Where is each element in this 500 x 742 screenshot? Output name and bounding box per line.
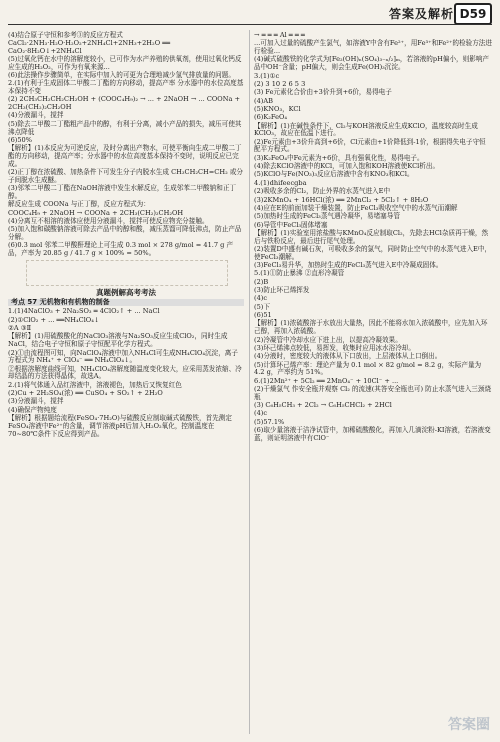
text-line: (5)KClO与Fe(NO₃)₃反应后溶液中含有KNO₃和KCl。 <box>254 170 414 179</box>
text-line: ②A ③Ⅱ <box>8 324 32 333</box>
text-line: 4.(1)dhifeecgba <box>254 178 307 187</box>
text-line: (2)Fe元素由+3价升高到+6价，Cl元素由+1价降低到-1价，根据得失电子守恒配平方程式。 <box>254 137 486 154</box>
text-line: 【解析】(1)在碱性条件下，Cl₂与KOH溶液反应生成KClO，温度较高时生成KClO₃，故应在低温下进行。 <box>254 121 478 138</box>
text-line: (5)过氧化钙在水中的溶解度较小，已可作为水产养殖的供氧剂，使用过氧化钙反应生成的H₂O₂，可作为有氧来源... <box>8 54 242 71</box>
text-line: (6)0.3 mol 邻苯二甲酸酐理论上可生成 0.3 mol × 278 g/mol = 41.7 g 产品，产率为 20.85 g / 41.7 g × 100% = 50%。 <box>8 241 234 258</box>
right-column <box>254 32 492 443</box>
left-column <box>8 32 244 439</box>
text-line: (2)干燥氯气 作安全瓶并观察 Cl₂ 的流速(其答安全瓶也可) 防止水蒸气进入三颈烧瓶 <box>254 385 492 401</box>
text-line: (4)应在E的前面加装干燥装置，防止FeCl₃吸收空气中的水蒸气而潮解 <box>254 203 458 212</box>
text-line: (6)50% <box>8 135 32 144</box>
text-line: (4)确保产物纯度 <box>8 405 57 414</box>
watermark-logo: 答案圈 <box>448 717 490 733</box>
column-divider <box>249 30 250 734</box>
text-line: ...可加入过量的硫酸产生氯气，如溶液Y中含有Fe²⁺，用Fe³⁺和Fe²⁺的检验方法进行检验... <box>254 39 492 56</box>
text-line: (2) 3 10 2 6 5 3 <box>254 79 306 88</box>
text-line: (6)K₂FeO₄ <box>254 113 288 122</box>
text-line: 解反应生成 COONa 与正丁醇，反应方程式为： <box>8 200 150 209</box>
text-line: (4)AB <box>254 96 273 105</box>
text-line: 6.(1)2Mn²⁺ + 5Cl₂ ══ 2MnO₄⁻ + 10Cl⁻ + ... <box>254 376 399 385</box>
text-line: (4)除去KClO溶液中的KCl，可加入饱和KOH溶液使KCl析出。 <box>254 162 440 171</box>
text-line: (4)分离互不相溶的液体应使用分液漏斗，搅拌可使反应物充分接触。 <box>8 216 209 225</box>
text-line: (5)57.1% <box>254 417 285 426</box>
text-line: (2)B <box>254 277 269 286</box>
text-line: (3)FeCl₃易升华，加热时生成的FeCl₃蒸气进入E中冷凝成固体。 <box>254 261 443 270</box>
page-number-badge: D59 <box>454 3 492 25</box>
text-line: (3)分液漏斗，搅拌 <box>8 397 64 406</box>
text-line: → ═ ═ ═ Al ═ ═ ═ <box>254 31 305 39</box>
text-line: (2)①由流程图可知，向NaClO₄溶液中加入NH₄Cl可生成NH₄ClO₄沉淀，离子方程式为 NH₄⁺ + ClO₄⁻ ══ NH₄ClO₄↓。 <box>8 348 238 365</box>
text-line: (2) 2CH₃CH₂CH₂CH₂OH + (COOC₄H₉)₂ → ... + 2NaOH → ... COONa + 2CH₃(CH₂)₂CH₂OH <box>8 95 241 112</box>
text-line: (6)导管中FeCl₃固体堵塞 <box>254 220 328 229</box>
text-line: (3) Fe元素化合价由+3价升到+6价，易得电子 <box>254 88 392 97</box>
text-line: (4)c <box>254 409 268 418</box>
text-line: (3)环己烯沸点较低，易挥发，收集时应用冰水浴冷却。 <box>254 343 415 352</box>
text-line: (3)K₂FeO₄中Fe元素为+6价，具有强氧化性，易得电子。 <box>254 153 424 162</box>
text-line: ②根据溶解度曲线可知，NH₄ClO₄溶解度随温度变化较大，应采用蒸发浓缩、冷却结晶的方法获得晶体，故选A。 <box>8 364 242 381</box>
text-line: 【解析】(1)用硫酸酸化的NaClO₃溶液与Na₂SO₃反应生成ClO₂，同时生成NaCl，结合电子守恒和原子守恒配平化学方程式。 <box>8 332 228 349</box>
header-rule <box>8 24 492 25</box>
text-line: (5)KNO₃，KCl <box>254 104 301 113</box>
text-line: COOC₄H₉ + 2NaOH → COONa + 2CH₃(CH₂)₂CH₂OH <box>8 208 184 217</box>
topic-heading: 考点 57 无机物和有机物的制备 <box>8 299 244 307</box>
text-line: (2)Cu + 2H₂SO₄(浓) ══ CuSO₄ + SO₂↑ + 2H₂O <box>8 389 163 398</box>
structure-formula-image <box>26 260 228 286</box>
text-line: (2)①ClO₂ + ... ══NH₄ClO₄↓ <box>8 315 100 324</box>
text-line: (4)c <box>254 294 268 303</box>
text-line: 5.(1)①防止暴沸 ②直形冷凝管 <box>254 269 345 278</box>
text-line: (5)加热时生成的FeCl₃蒸气遇冷凝华，易堵塞导管 <box>254 212 400 221</box>
text-line: (5)加入饱和碳酸钠溶液可除去产品中的醇和酸，减压蒸馏可降低沸点，防止产品分解。 <box>8 225 242 242</box>
text-line: (4)结合原子守恒和参考③的反应方程式 CaCl₂·2NH₃·H₂O·H₂O₂+2NH₄Cl+2NH₃+2H₂O ══ CaO₂·8H₂O↓+2NH₄Cl <box>8 31 171 55</box>
text-line: (5)计算环己烯产率：理论产量为 0.1 mol × 82 g/mol = 8.2 g，实际产量为 4.2 g，产率约为 51%。 <box>254 360 482 377</box>
text-line: (5)下 <box>254 302 270 311</box>
text-line: (2)正丁醇在浓硫酸、加热条件下可发生分子内脱水生成 CH₃CH₂CH=CH₂ 或分子间脱水生成醚。 <box>8 168 244 184</box>
section-title: 真题例解高考考法 <box>96 287 156 297</box>
text-line: 【解析】根据题给流程(FeSO₄·7H₂O)与硫酸反应制取碱式硫酸铁，首先测定FeSO₄溶液中Fe²⁺的含量，调节溶液pH后加入H₂O₂氧化，控制温度在70~80℃条件下反应得到产品。 <box>8 414 232 438</box>
text-line: (4)分液时，密度较大的液体从下口放出，上层液体从上口倒出。 <box>254 352 442 361</box>
text-line: (3)防止环己烯挥发 <box>254 286 310 295</box>
page-header <box>0 0 500 26</box>
text-line: (6)此法操作步骤简单，在实际中加入的可更为合理地减少氢气排放量的问题。 <box>8 70 235 79</box>
text-line: 【解析】(1)实验室用浓盐酸与KMnO₄反应制取Cl₂，先除去HCl杂质再干燥，然后与铁粉反应，最后进行尾气处理。 <box>254 228 489 245</box>
text-line: (6)取少量溶液于洁净试管中，加稀硫酸酸化，再加入几滴淀粉-KI溶液，若溶液变蓝，则证明溶液中有ClO⁻ <box>254 426 491 442</box>
text-line: 3.(1)①c <box>254 71 280 80</box>
header-title: 答案及解析 <box>388 7 454 21</box>
text-line: (3)2KMnO₄ + 16HCl(浓) ══ 2MnCl₂ + 5Cl₂↑ + 8H₂O <box>254 195 429 204</box>
text-line: 2.(1)将气体通入品红溶液中，溶液褪色，加热后又恢复红色 <box>8 380 182 389</box>
text-line: (4)碱式硫酸铁的化学式为[Fe₂(OH)ₙ(SO₄)₃₋ₙ/₂]ₘ，若溶液的pH偏小，则影响产品中OH⁻含量；pH偏大，则会生成Fe(OH)₃沉淀。 <box>254 55 490 72</box>
text-line: (3)邻苯二甲酸二丁酯在NaOH溶液中发生水解反应，生成邻苯二甲酸钠和正丁醇。 <box>8 184 237 200</box>
text-line: 【解析】(1)浓硫酸溶于水放出大量热，因此不能将水加入浓硫酸中，应先加入环己醇，再加入浓硫酸。 <box>254 319 488 336</box>
text-line: (4)分液漏斗，搅拌 <box>8 111 64 120</box>
text-line: 【解析】(1)本反应为可逆反应，及时分离出产物水，可使平衡向生成二甲酸二丁酯的方向移动，提高产率；分水器中的水位高度基本保持不变时，说明反应已完成。 <box>8 144 242 168</box>
text-line: (5)除去二甲酸二丁酯粗产品中的醇，有利于分离，减小产品的损失，减压可使其沸点降低 <box>8 119 242 136</box>
text-line: 2.(1)有利于生成固体二甲酸二丁酯的方向移动，提高产率 分水器中的水位高度基本保持不变 <box>8 79 244 96</box>
text-line: (3) C₆H₅CH₃ + 2Cl₂ → C₆H₅CHCl₂ + 2HCl <box>254 401 392 410</box>
text-line: (6)51 <box>254 311 272 320</box>
text-line: (2)吸收多余的Cl₂，防止外界的水蒸气进入E中 <box>254 187 391 196</box>
text-line: (2)冷凝管中冷却水应下进上出，以提高冷凝效果。 <box>254 335 402 344</box>
text-line: (2)装置D中盛有碱石灰，可吸收多余的氯气，同时防止空气中的水蒸气进入E中，使FeCl₃潮解。 <box>254 244 492 261</box>
text-line: 1.(1)4NaClO₃ + 2Na₂SO₃ ═ 4ClO₂↑ + ... NaCl <box>8 307 160 316</box>
